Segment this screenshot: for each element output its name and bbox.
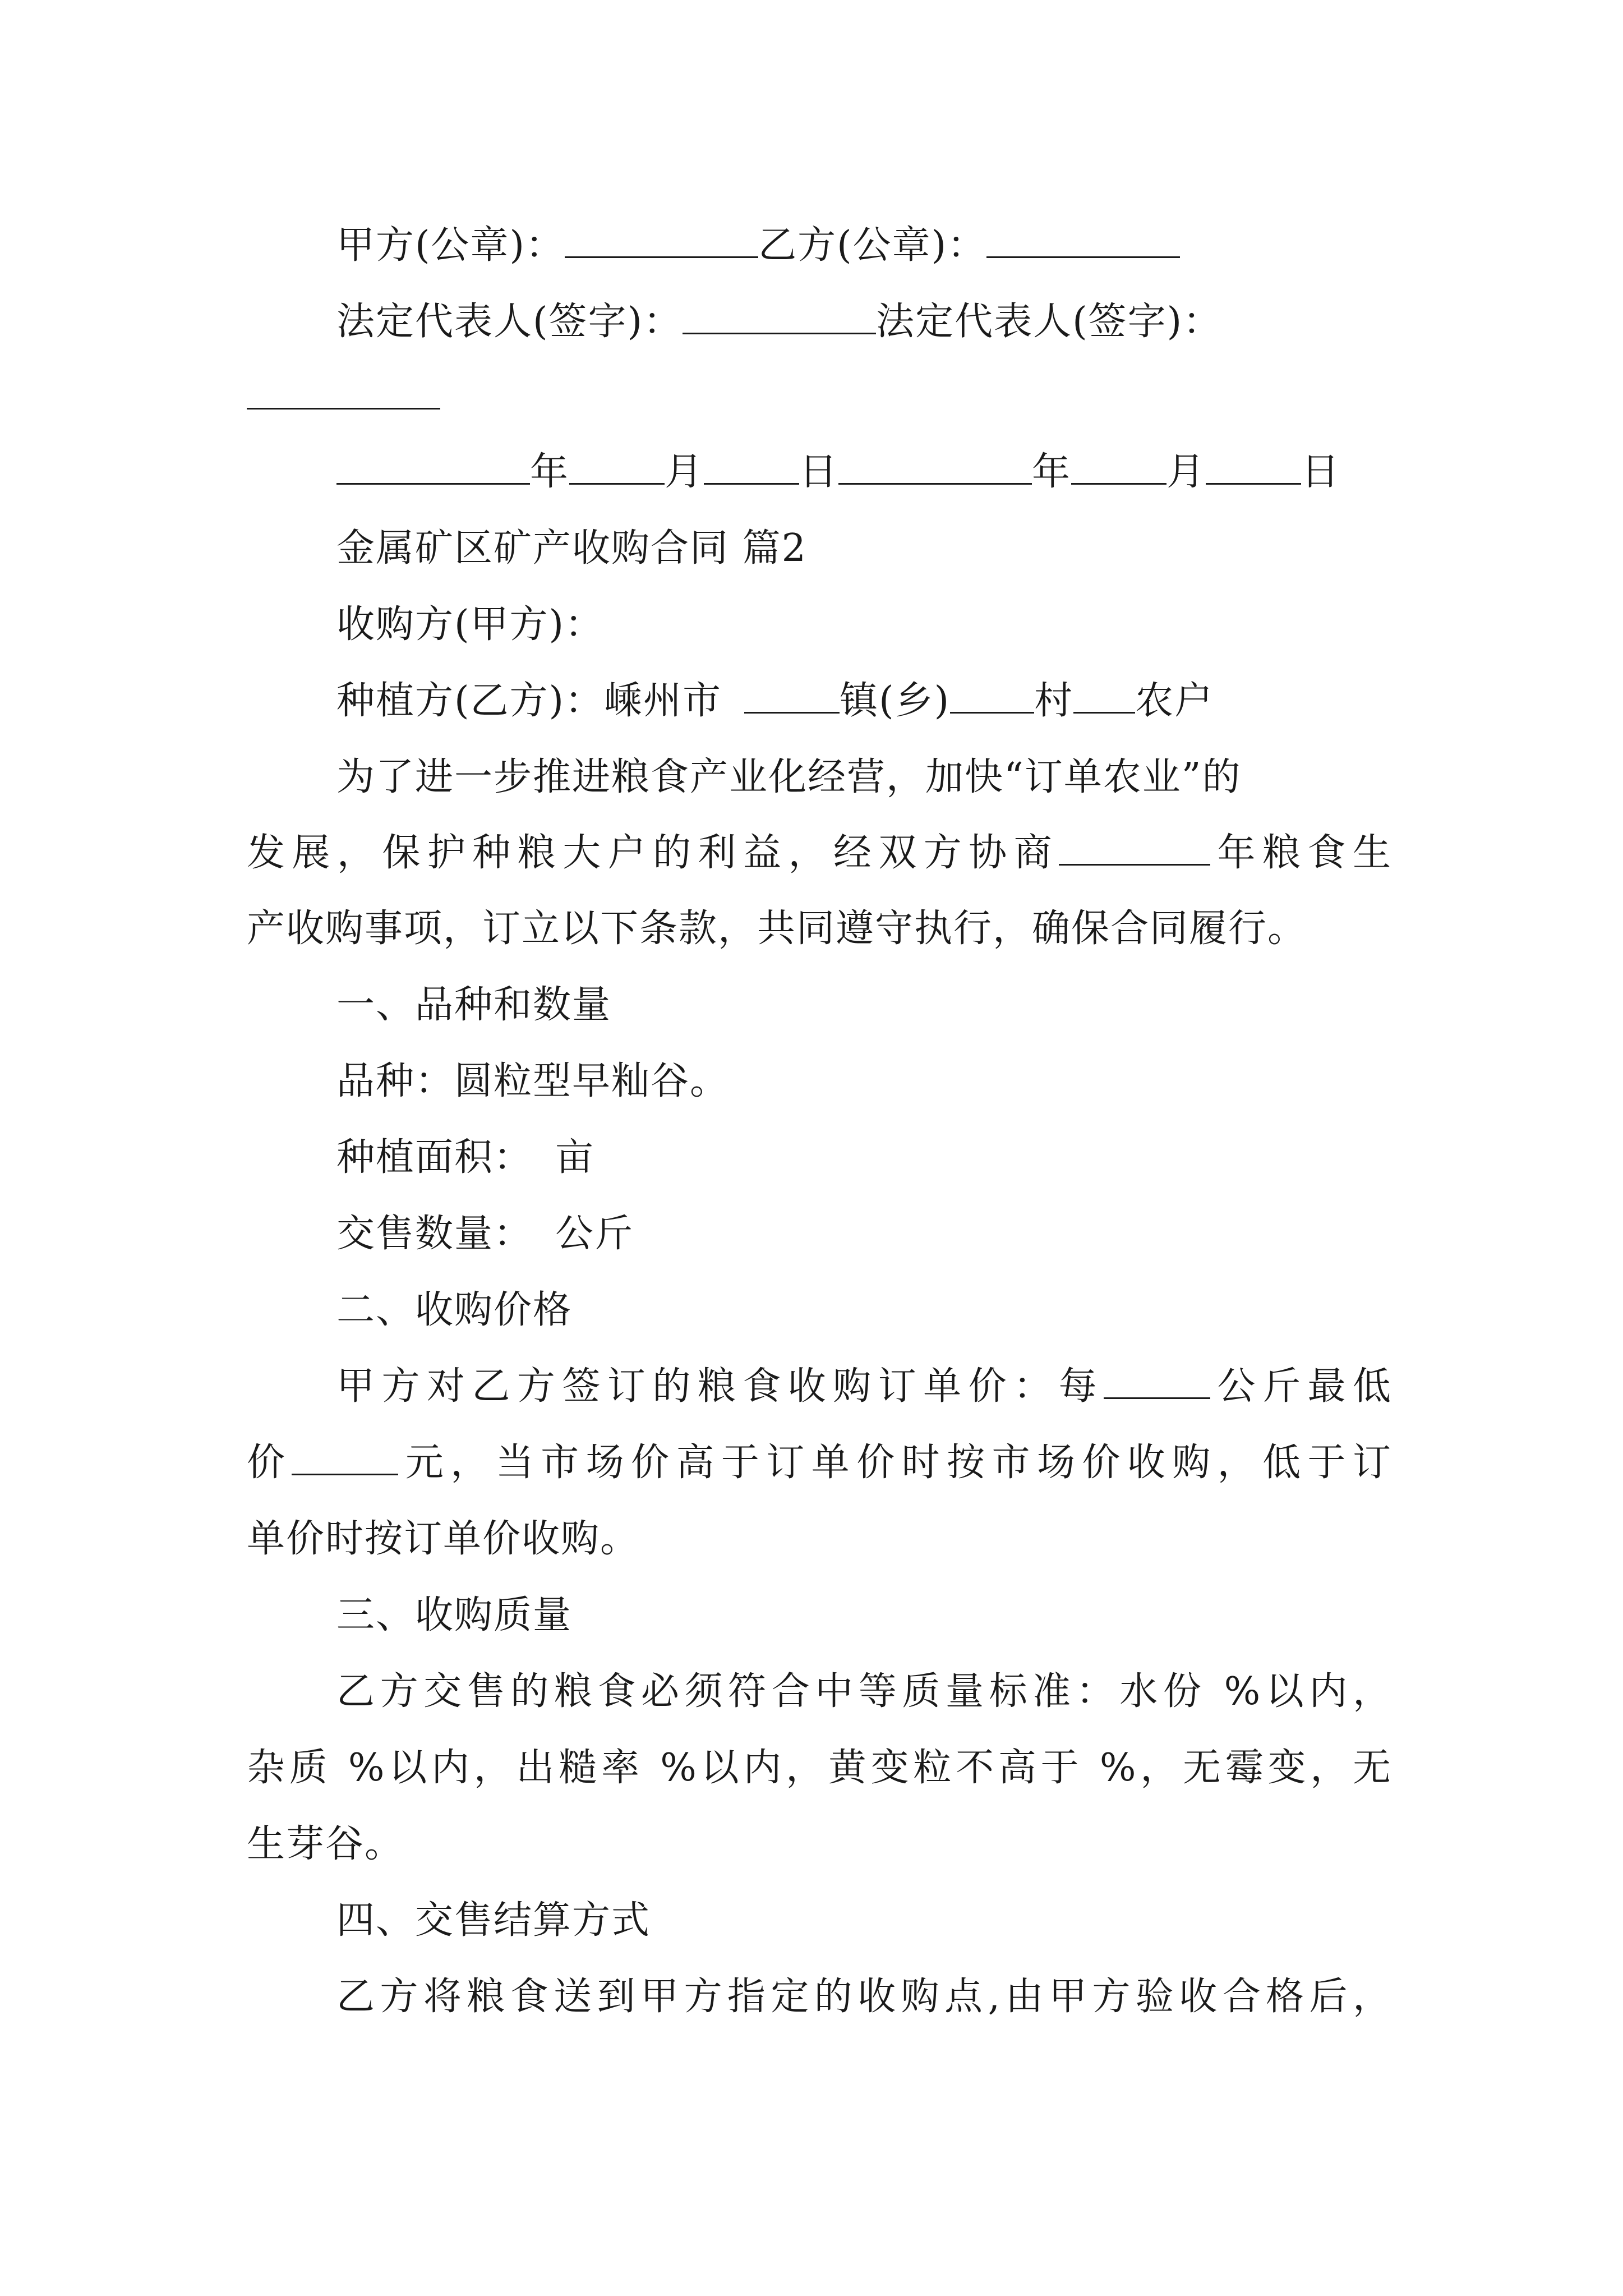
party-a-seal-blank [565, 222, 758, 258]
legal-rep-a-label: 法定代表人(签字)： [336, 300, 683, 344]
quantity-line [336, 1208, 1481, 1260]
date-line [336, 447, 1481, 498]
legal-rep-b-label: 法定代表人(签字)： [876, 300, 1223, 344]
preamble-line-1: 为了进一步推进粮食产业化经营，加快“订单农业”的 [336, 755, 1242, 799]
party-a-seal-label: 甲方(公章)： [336, 223, 565, 268]
price-2b: 元，当市场价高于订单价时按市场价收购，低于订 [398, 1441, 1391, 1485]
area-unit: 亩 [555, 1135, 595, 1180]
buyer-line: 收购方(甲方)： [336, 602, 605, 647]
date-a-year: 年 [530, 450, 570, 494]
party-b-seal-blank [986, 222, 1180, 258]
price-line-2 [247, 1437, 1391, 1489]
date-a-month-blank [569, 448, 665, 485]
quantity-unit: 公斤 [555, 1212, 634, 1256]
date-b-day: 日 [1301, 450, 1341, 494]
date-b-month-blank [1071, 448, 1166, 485]
quantity-label: 交售数量： [336, 1212, 533, 1256]
grower-line [336, 675, 1481, 727]
town-label: 镇(乡) [840, 679, 951, 723]
party-b-seal-label: 乙方(公章)： [758, 223, 987, 268]
price-1a: 甲方对乙方签订的粮食收购订单价：每 [336, 1364, 1104, 1409]
legal-rep-a-blank [683, 298, 876, 334]
section-4-heading: 四、交售结算方式 [336, 1898, 651, 1943]
quality-line-1: 乙方交售的粮食必须符合中等质量标准：水份 %以内， [336, 1669, 1391, 1714]
date-a-month: 月 [665, 450, 704, 494]
preamble-line-2 [247, 827, 1391, 879]
grower-prefix: 种植方(乙方)：嵊州市 [336, 679, 722, 723]
village-blank [950, 677, 1034, 714]
farmer-label: 农户 [1135, 679, 1214, 723]
price-per-blank [1104, 1363, 1210, 1399]
section-2-heading: 二、收购价格 [336, 1288, 573, 1332]
date-b-month: 月 [1166, 450, 1206, 494]
date-a-day-blank [704, 448, 799, 485]
legal-rep-b-blank-line [247, 371, 1391, 423]
preamble-line-3: 产收购事项，订立以下条款，共同遵守执行，确保合同履行。 [247, 907, 1307, 951]
legal-rep-b-blank [247, 373, 440, 409]
area-label: 种植面积： [336, 1135, 533, 1180]
settlement-line-1: 乙方将粮食送到甲方指定的收购点,由甲方验收合格后， [336, 1975, 1391, 2019]
area-line [336, 1132, 1481, 1184]
date-b-year-blank [838, 448, 1032, 485]
price-amount-blank [292, 1439, 398, 1475]
contract-title: 金属矿区矿产收购合同 篇2 [336, 526, 807, 570]
quality-line-2: 杂质 %以内，出糙率 %以内，黄变粒不高于 %，无霉变，无 [247, 1746, 1391, 1790]
price-line-1 [336, 1361, 1391, 1412]
preamble-2b: 年粮食生 [1210, 831, 1391, 875]
variety-line: 品种：圆粒型早籼谷。 [336, 1059, 730, 1103]
price-1b: 公斤最低 [1210, 1364, 1391, 1409]
quality-line-3: 生芽谷。 [247, 1822, 404, 1866]
date-b-year: 年 [1032, 450, 1072, 494]
date-a-day: 日 [799, 450, 839, 494]
year-blank [1059, 829, 1210, 866]
legal-rep-line [336, 296, 1481, 348]
town-blank [744, 677, 840, 714]
farmer-blank [1073, 677, 1135, 714]
price-2a: 价 [247, 1441, 292, 1485]
price-line-3: 单价时按订单价收购。 [247, 1517, 640, 1561]
date-b-day-blank [1206, 448, 1301, 485]
seal-line [336, 220, 1481, 272]
section-3-heading: 三、收购质量 [336, 1593, 573, 1637]
section-1-heading: 一、品种和数量 [336, 983, 612, 1027]
date-a-year-blank [336, 448, 530, 485]
preamble-2a: 发展，保护种粮大户的利益，经双方协商 [247, 831, 1059, 875]
village-label: 村 [1034, 679, 1074, 723]
